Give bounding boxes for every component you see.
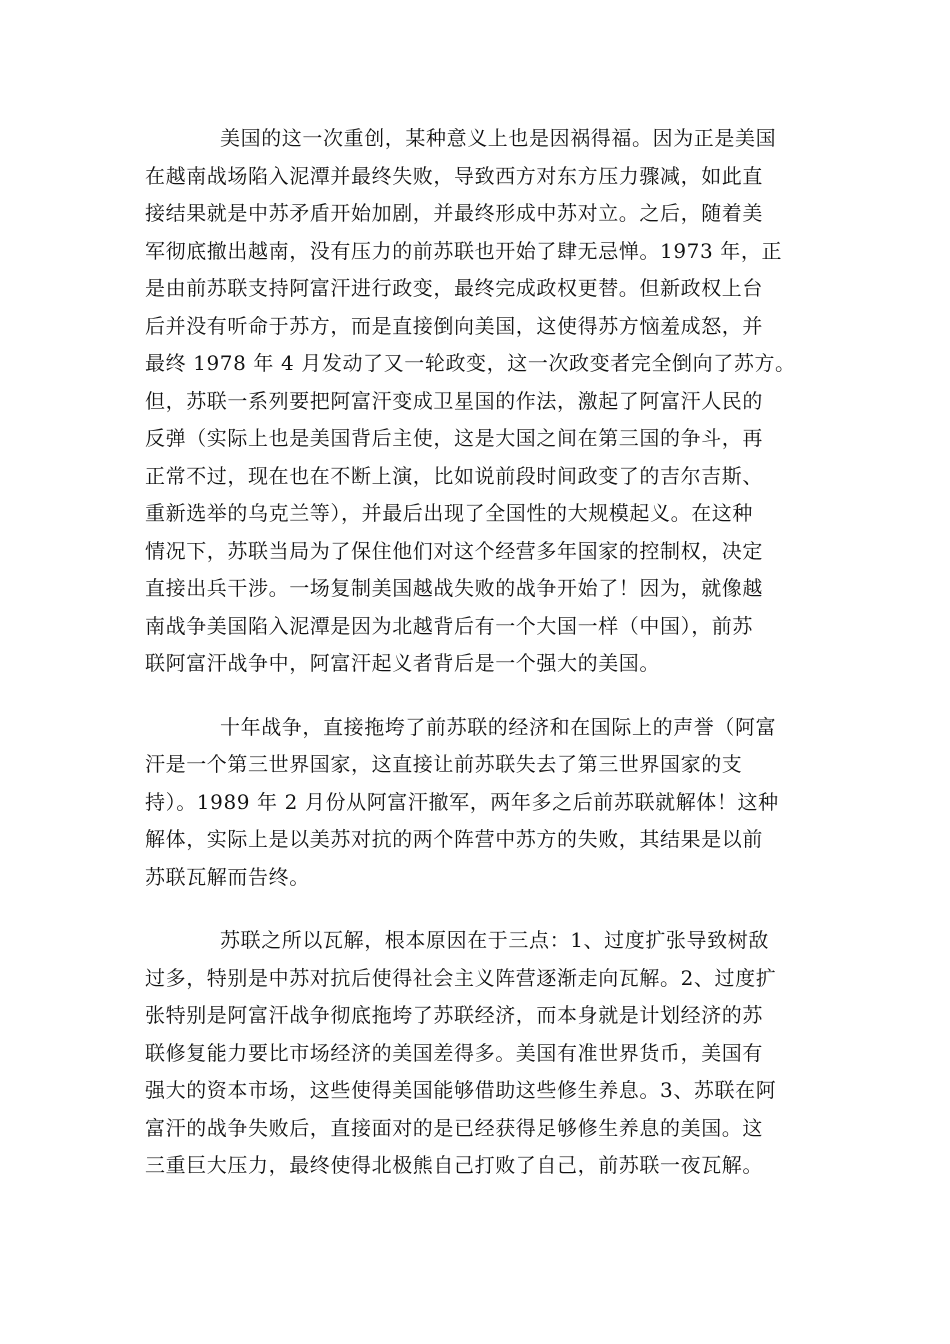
- text-line: 解体，实际上是以美苏对抗的两个阵营中苏方的失败，其结果是以前: [145, 827, 763, 851]
- text-line: 联修复能力要比市场经济的美国差得多。美国有准世界货币，美国有: [145, 1040, 763, 1065]
- text-line: 反弹（实际上也是美国背后主使，这是大国之间在第三国的争斗，再: [145, 426, 763, 450]
- text-line: 张特别是阿富汗战争彻底拖垮了苏联经济，而本身就是计划经济的苏: [145, 1003, 763, 1027]
- paragraph-2: [145, 709, 805, 897]
- text-line: 重新选举的乌克兰等），并最后出现了全国性的大规模起义。在这种: [145, 501, 753, 525]
- text-line: 南战争美国陷入泥潭是因为北越背后有一个大国一样（中国），前苏: [145, 613, 753, 638]
- text-line: 接结果就是中苏矛盾开始加剧，并最终形成中苏对立。之后，随着美: [145, 201, 763, 225]
- text-line: 持）。1989 年 2 月份从阿富汗撤军，两年多之后前苏联就解体！这种: [145, 789, 779, 814]
- text-line: 三重巨大压力，最终使得北极熊自己打败了自己，前苏联一夜瓦解。: [145, 1153, 763, 1177]
- text-line: 十年战争，直接拖垮了前苏联的经济和在国际上的声誉（阿富: [220, 714, 777, 739]
- document-body: [145, 120, 805, 1211]
- paragraph-3: [145, 922, 805, 1185]
- text-line: 但，苏联一系列要把阿富汗变成卫星国的作法，激起了阿富汗人民的: [145, 388, 763, 413]
- paragraph-1: [145, 120, 805, 683]
- text-line: 在越南战场陷入泥潭并最终失败，导致西方对东方压力骤减，如此直: [145, 163, 763, 188]
- text-line: 最终 1978 年 4 月发动了又一轮政变，这一次政变者完全倒向了苏方。: [145, 351, 796, 375]
- text-line: 苏联之所以瓦解，根本原因在于三点：1、过度扩张导致树敌: [220, 928, 769, 952]
- text-line: 是由前苏联支持阿富汗进行政变，最终完成政权更替。但新政权上台: [145, 276, 763, 300]
- text-line: 汗是一个第三世界国家，这直接让前苏联失去了第三世界国家的支: [145, 752, 743, 776]
- text-line: 正常不过，现在也在不断上演，比如说前段时间政变了的吉尔吉斯、: [145, 463, 763, 488]
- text-line: 过多，特别是中苏对抗后使得社会主义阵营逐渐走向瓦解。2、过度扩: [145, 965, 777, 990]
- text-line: 苏联瓦解而告终。: [145, 864, 310, 889]
- text-line: 联阿富汗战争中，阿富汗起义者背后是一个强大的美国。: [145, 651, 660, 675]
- text-line: 后并没有听命于苏方，而是直接倒向美国，这使得苏方恼羞成怒，并: [145, 313, 763, 338]
- text-line: 直接出兵干涉。一场复制美国越战失败的战争开始了！因为，就像越: [145, 576, 763, 600]
- text-line: 富汗的战争失败后，直接面对的是已经获得足够修生养息的美国。这: [145, 1115, 763, 1140]
- text-line: 强大的资本市场，这些使得美国能够借助这些修生养息。3、苏联在阿: [145, 1078, 777, 1102]
- text-line: 情况下，苏联当局为了保住他们对这个经营多年国家的控制权，决定: [145, 538, 763, 563]
- text-line: 军彻底撤出越南，没有压力的前苏联也开始了肆无忌惮。1973 年，正: [145, 238, 783, 263]
- text-line: 美国的这一次重创，某种意义上也是因祸得福。因为正是美国: [220, 126, 777, 150]
